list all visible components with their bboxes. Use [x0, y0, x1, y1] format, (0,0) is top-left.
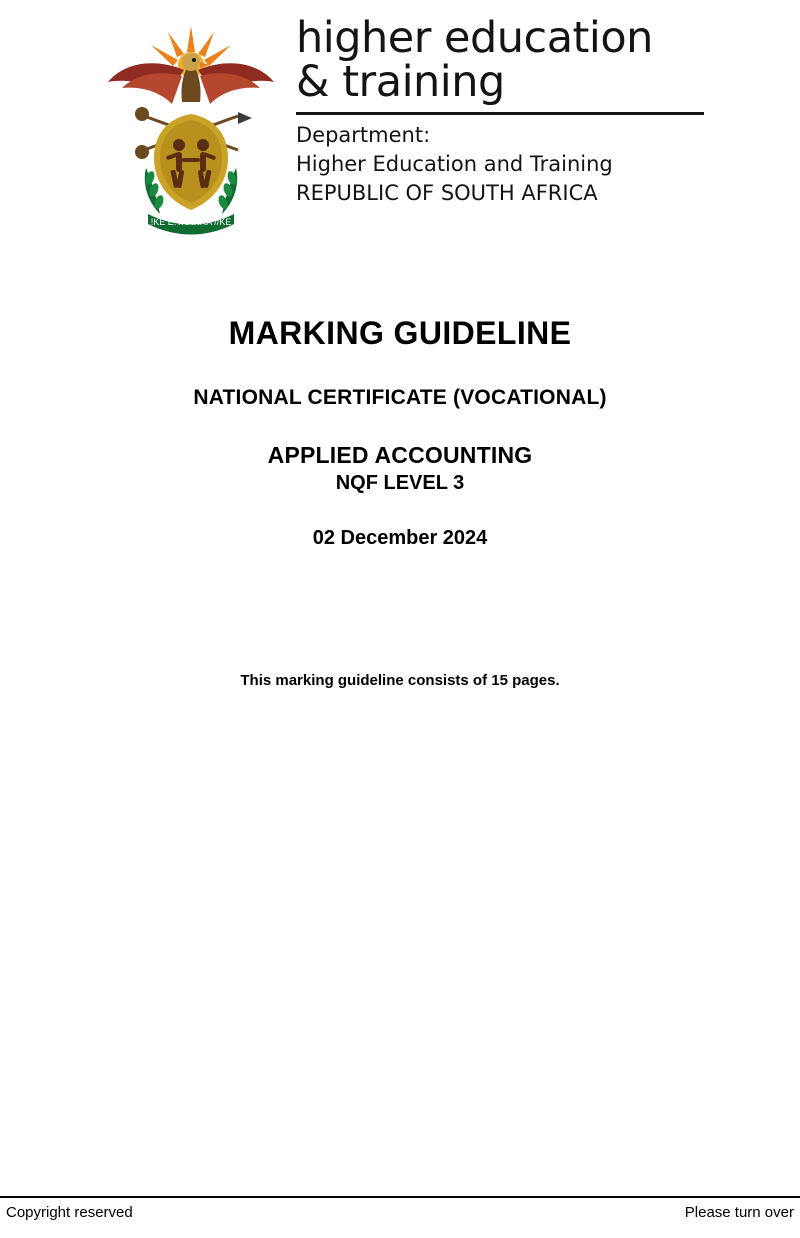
- coat-of-arms-motto: !KE E: /XARRA //KE: [150, 217, 232, 227]
- dept-name: Higher Education and Training: [296, 152, 613, 176]
- nqf-level-line: NQF LEVEL 3: [335, 472, 465, 494]
- footer-copyright: Copyright reserved: [6, 1204, 133, 1221]
- page-footer: [0, 1204, 800, 1238]
- department-wordmark: [296, 13, 716, 208]
- dept-divider: [296, 112, 704, 115]
- footer-turn-over: Please turn over: [684, 1204, 794, 1221]
- dept-title-line1: higher education: [296, 13, 653, 63]
- title-block: [0, 315, 800, 550]
- exam-date: 02 December 2024: [312, 527, 488, 549]
- letterhead: [0, 14, 800, 234]
- page-count-note: This marking guideline consists of 15 pages.: [240, 672, 560, 689]
- coat-of-arms-icon: [96, 18, 286, 243]
- certificate-line: NATIONAL CERTIFICATE (VOCATIONAL): [193, 386, 607, 409]
- page-title: MARKING GUIDELINE: [228, 315, 572, 351]
- dept-country: REPUBLIC OF SOUTH AFRICA: [296, 181, 598, 205]
- subject-line: APPLIED ACCOUNTING: [267, 442, 533, 468]
- dept-title-line2: & training: [296, 57, 505, 107]
- dept-label: Department:: [296, 123, 431, 147]
- footer-divider: [0, 1196, 800, 1198]
